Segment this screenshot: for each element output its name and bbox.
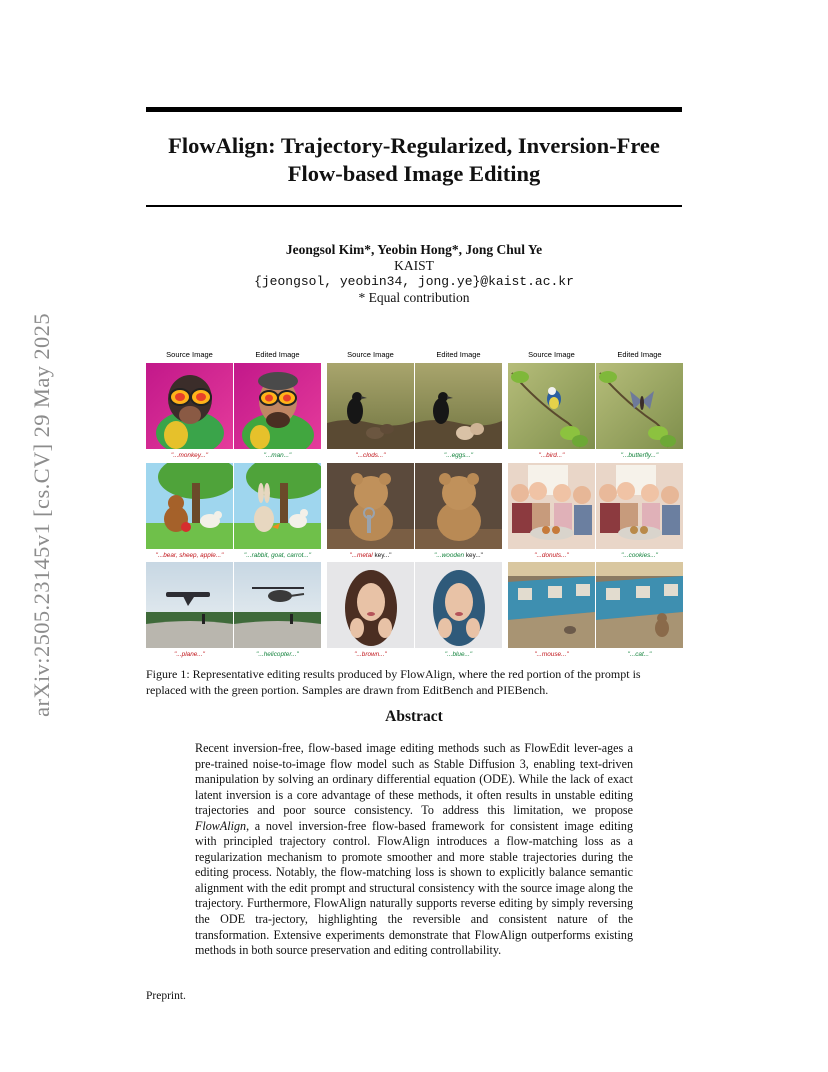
image-woman-edited bbox=[415, 562, 502, 648]
header-edited-1: Edited Image bbox=[255, 350, 300, 359]
affiliation: KAIST bbox=[394, 258, 434, 273]
image-woman-source bbox=[327, 562, 414, 648]
image-teddy-edited bbox=[415, 463, 502, 549]
header-edited-2: Edited Image bbox=[436, 350, 481, 359]
equal-contribution-note: * Equal contribution bbox=[358, 290, 470, 305]
caption-edited-2: "...eggs..." bbox=[443, 452, 474, 459]
header-edited-3: Edited Image bbox=[617, 350, 662, 359]
author-names: Jeongsol Kim*, Yeobin Hong*, Jong Chul Ye bbox=[285, 242, 543, 257]
image-bird-edited bbox=[596, 363, 683, 449]
caption-source-7: "...plane..." bbox=[174, 651, 205, 658]
image-teddy-source bbox=[327, 463, 414, 549]
figure-1 bbox=[146, 348, 682, 664]
caption-source-6: "...donuts..." bbox=[534, 552, 569, 559]
image-helicopter-edited bbox=[234, 562, 321, 648]
footer-preprint: Preprint. bbox=[146, 990, 186, 1002]
caption-edited-7: "...helicopter..." bbox=[256, 651, 299, 658]
caption-edited-4: "...rabbit, goat, carrot..." bbox=[243, 552, 312, 559]
image-mouse-source bbox=[508, 562, 595, 648]
image-plane-source bbox=[146, 562, 233, 648]
caption-source-9: "...mouse..." bbox=[534, 651, 569, 658]
caption-source-1: "...monkey..." bbox=[170, 452, 209, 459]
figure-caption: Figure 1: Representative editing results produced by FlowAlign, where the red portion of the prompt is replaced with the green portion. Samples are drawn from EditBench and PIEBench. bbox=[146, 667, 641, 697]
caption-source-3: "...bird..." bbox=[538, 452, 565, 459]
image-rabbit-edited bbox=[234, 463, 321, 549]
caption-edited-3: "...butterfly..." bbox=[620, 452, 659, 459]
caption-source-5: "...metal key..." bbox=[349, 552, 392, 559]
author-block bbox=[146, 242, 682, 306]
abstract-heading: Abstract bbox=[385, 708, 443, 725]
header-source-1: Source Image bbox=[166, 350, 213, 359]
header-source-2: Source Image bbox=[347, 350, 394, 359]
image-cookies-edited bbox=[596, 463, 683, 549]
image-bear-source bbox=[146, 463, 233, 549]
image-crow-edited bbox=[415, 363, 502, 449]
title-rule-top bbox=[146, 107, 682, 112]
image-bird-source bbox=[508, 363, 595, 449]
title-rule-bottom bbox=[146, 205, 682, 207]
caption-source-2: "...clods..." bbox=[355, 452, 386, 459]
abstract-body: Recent inversion-free, flow-based image editing methods such as FlowEdit lever-ages a pre-trained noise-to-image flow model such as Stable Diffusion 3, enabling text-driven manipulation by solving an ordinary differential equation (ODE). While the lack of exact latent inversion is a core advantage of these methods, it often results in unstable editing trajectories and poor source consistency. To address this limitation, we propose FlowAlign, a novel inversion-free flow-based framework for consistent image editing with principled trajectory control. FlowAlign introduces a flow-matching loss as a regularization mechanism to promote smoother and more stable trajectories during the editing process. Notably, the flow-matching loss is shown to explicitly balance semantic alignment with the edit prompt and structural consistency with the source image along the trajectory. Furthermore, FlowAlign naturally supports reverse editing by simply reversing the ODE tra-jectory, highlighting the reversible and consistent nature of the transformation. Extensive experiments demonstrate that FlowAlign outperforms existing methods in both source preservation and editing controllability. bbox=[195, 741, 633, 958]
caption-edited-6: "...cookies..." bbox=[621, 552, 658, 559]
caption-source-8: "...brown..." bbox=[354, 651, 387, 658]
arxiv-identifier: arXiv:2505.23145v1 [cs.CV] 29 May 2025 bbox=[29, 313, 54, 717]
caption-edited-5: "...wooden key..." bbox=[434, 552, 483, 559]
caption-source-4: "...bear, sheep, apple..." bbox=[155, 552, 224, 559]
image-monkey-edited bbox=[234, 363, 321, 449]
caption-edited-8: "...blue..." bbox=[444, 651, 473, 658]
image-donuts-source bbox=[508, 463, 595, 549]
caption-edited-9: "...cat..." bbox=[627, 651, 652, 658]
paper-title: FlowAlign: Trajectory-Regularized, Inversion-Free Flow-based Image Editing bbox=[168, 133, 660, 186]
image-crow-source bbox=[327, 363, 414, 449]
image-monkey-source bbox=[146, 363, 233, 449]
image-cat-edited bbox=[596, 562, 683, 648]
caption-edited-1: "...man..." bbox=[263, 452, 292, 459]
author-emails: {jeongsol, yeobin34, jong.ye}@kaist.ac.kr bbox=[254, 274, 574, 289]
header-source-3: Source Image bbox=[528, 350, 575, 359]
